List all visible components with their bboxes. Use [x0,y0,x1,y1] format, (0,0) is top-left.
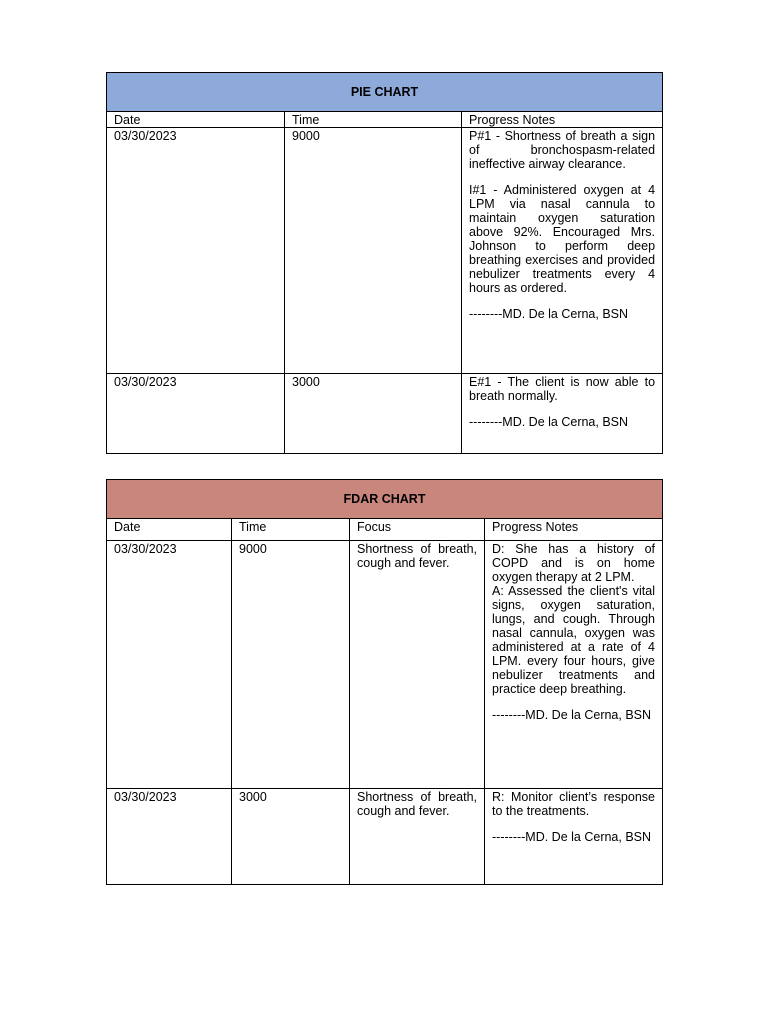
pie-chart-table [106,72,663,454]
pie-row2-date: 03/30/2023 [107,374,285,454]
note-response: R: Monitor client’s response to the treatments. [492,790,655,818]
fdar-row1-notes [485,541,663,789]
note-action: A: Assessed the client's vital signs, oxygen saturation, lungs, and cough. Through nasal cannula, oxygen was administered at a rate of 4 LPM. every four hours, give nebulizer treatments and practice deep breathing. [492,584,655,696]
fdar-header-date: Date [107,519,232,541]
fdar-row1-time: 9000 [232,541,350,789]
focus-text: Shortness of breath, cough and fever. [357,542,477,570]
fdar-header-notes: Progress Notes [485,519,663,541]
pie-header-row [107,112,663,128]
pie-row1-date: 03/30/2023 [107,128,285,374]
pie-header-notes: Progress Notes [462,112,663,128]
note-signature: --------MD. De la Cerna, BSN [492,708,652,722]
note-signature: --------MD. De la Cerna, BSN [492,830,652,844]
note-signature: --------MD. De la Cerna, BSN [469,415,629,429]
pie-header-date: Date [107,112,285,128]
fdar-row2-time: 3000 [232,789,350,885]
table-row [107,374,663,454]
pie-header-time: Time [285,112,462,128]
fdar-row2-focus [350,789,485,885]
pie-row2-notes [462,374,663,454]
note-evaluation: E#1 - The client is now able to breath normally. [469,375,656,403]
table-row [107,541,663,789]
note-intervention: I#1 - Administered oxygen at 4 LPM via nasal cannula to maintain oxygen saturation above 92%. Encouraged Mrs. Johnson to perform deep breathing exercises and provided nebulizer treatments every 4 hours as ordered. [469,183,656,295]
fdar-row2-date: 03/30/2023 [107,789,232,885]
note-problem: P#1 - Shortness of breath a sign of bronchospasm-related ineffective airway clearance. [469,129,656,171]
fdar-row1-date: 03/30/2023 [107,541,232,789]
pie-row1-notes [462,128,663,374]
fdar-chart-title: FDAR CHART [107,480,663,519]
fdar-chart-table [106,479,663,885]
table-row [107,128,663,374]
pie-chart-title: PIE CHART [107,73,663,112]
note-signature: --------MD. De la Cerna, BSN [469,307,629,321]
focus-text: Shortness of breath, cough and fever. [357,790,477,818]
fdar-header-row [107,519,663,541]
fdar-header-time: Time [232,519,350,541]
pie-row2-time: 3000 [285,374,462,454]
fdar-row1-focus [350,541,485,789]
fdar-row2-notes [485,789,663,885]
table-row [107,789,663,885]
fdar-header-focus: Focus [350,519,485,541]
pie-row1-time: 9000 [285,128,462,374]
note-data: D: She has a history of COPD and is on home oxygen therapy at 2 LPM. [492,542,655,584]
